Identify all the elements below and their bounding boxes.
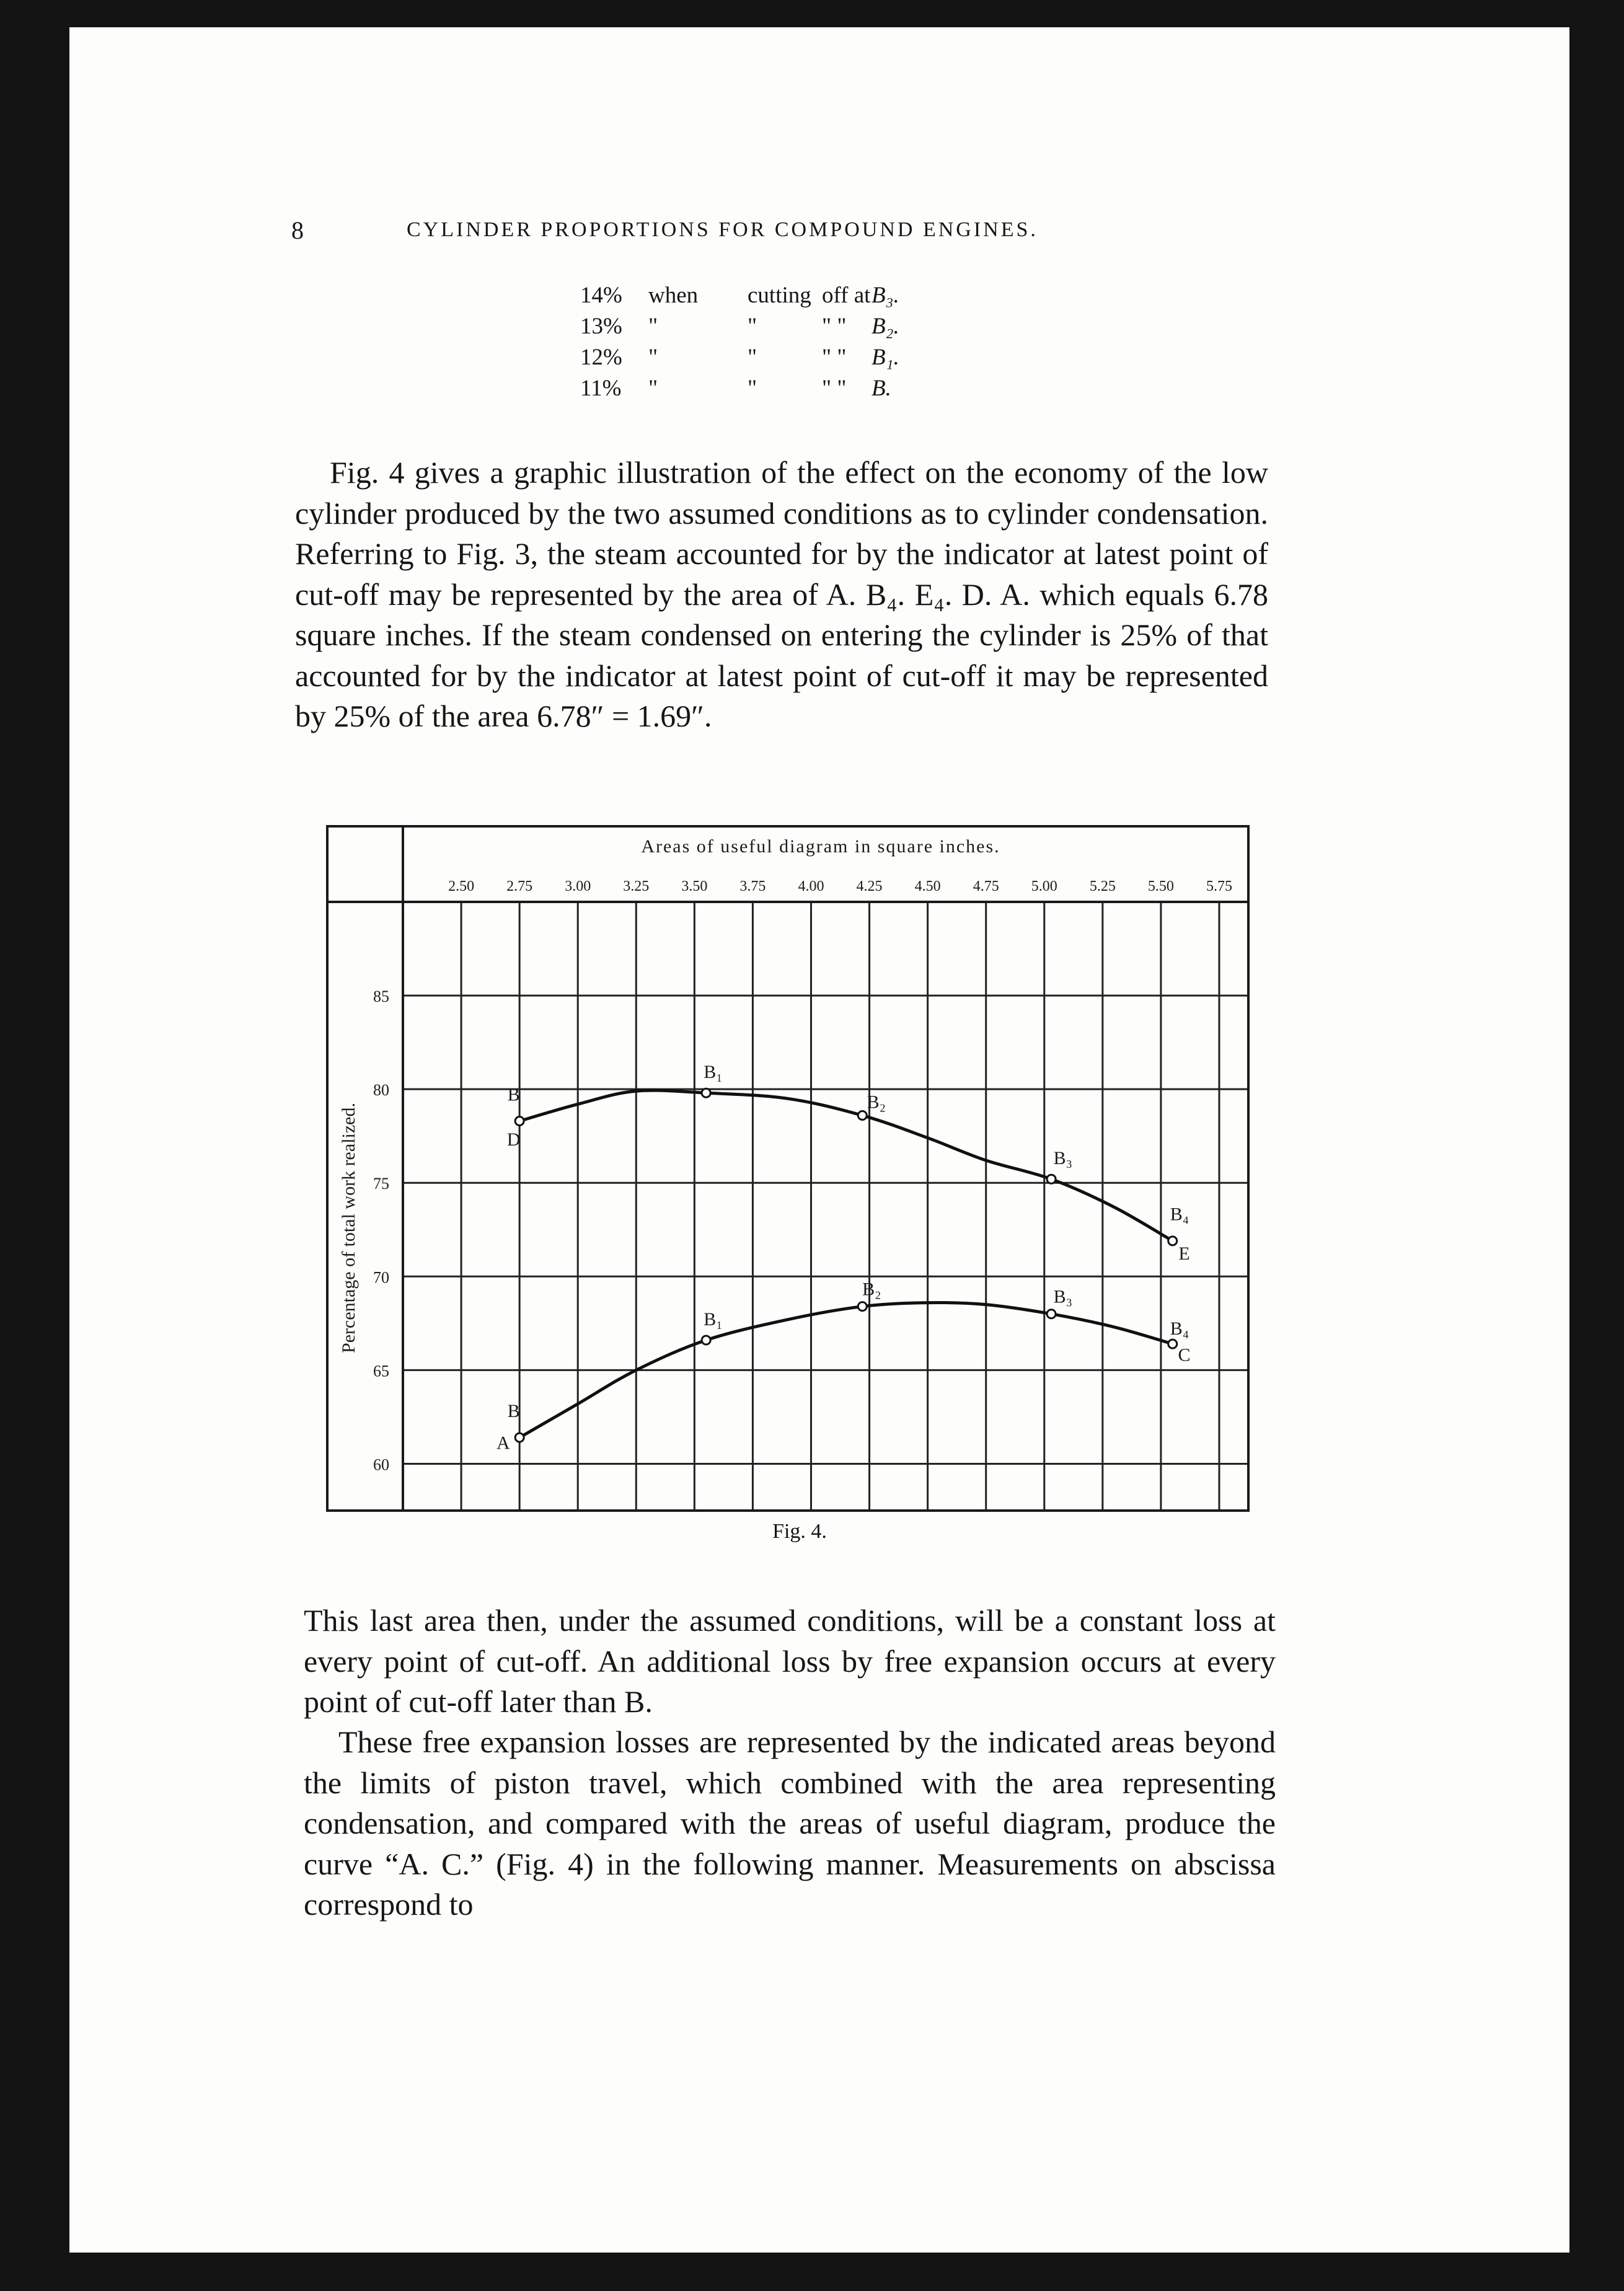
x-tick-label: 4.50 bbox=[914, 878, 941, 894]
x-tick-label: 3.50 bbox=[681, 878, 708, 894]
x-tick-label: 4.75 bbox=[973, 878, 999, 894]
x-tick-label: 2.50 bbox=[448, 878, 475, 894]
x-tick-label: 3.75 bbox=[739, 878, 766, 894]
y-axis-label: Percentage of total work realized. bbox=[338, 1103, 359, 1353]
point-label: C bbox=[1178, 1344, 1191, 1366]
table-row bbox=[580, 342, 952, 373]
chart-title: Areas of useful diagram in square inches. bbox=[641, 836, 1000, 857]
chart-border bbox=[327, 826, 1248, 1511]
cutoff-percent: 12% bbox=[580, 345, 622, 370]
table-row bbox=[580, 373, 952, 404]
x-tick-label: 5.25 bbox=[1089, 878, 1116, 894]
point-label: B bbox=[507, 1084, 520, 1105]
cutoff-percent: 13% bbox=[580, 314, 622, 339]
paragraph-constant-loss: This last area then, under the assumed conditions, will be a constant loss at every point of cut-off. An additional loss by free expansion occurs at every point of cut-off later than B. bbox=[304, 1603, 1276, 1719]
y-tick-label: 85 bbox=[373, 987, 389, 1006]
figure-caption: Fig. 4. bbox=[772, 1520, 827, 1543]
cutoff-word: " " bbox=[822, 345, 847, 370]
x-tick-label: 5.50 bbox=[1147, 878, 1174, 894]
chart-frame bbox=[327, 826, 1248, 1511]
cutoff-word: " bbox=[648, 376, 658, 401]
x-tick-label: 5.75 bbox=[1206, 878, 1232, 894]
cutoff-point: B. bbox=[872, 376, 891, 401]
cutoff-point-marker bbox=[1047, 1175, 1056, 1183]
cutoff-word: " " bbox=[822, 314, 847, 339]
y-tick-label: 80 bbox=[373, 1081, 389, 1100]
table-row bbox=[580, 311, 952, 342]
cutoff-percent: 14% bbox=[580, 283, 622, 308]
x-tick-label: 4.00 bbox=[798, 878, 824, 894]
cutoff-point-marker bbox=[702, 1088, 710, 1097]
cutoff-point-marker bbox=[1168, 1237, 1177, 1245]
cutoff-point-marker bbox=[1168, 1340, 1177, 1348]
chart-markers bbox=[515, 1088, 1177, 1442]
chart-annotations bbox=[496, 1062, 1191, 1453]
y-tick-label: 75 bbox=[373, 1175, 389, 1193]
cutoff-word: " bbox=[748, 376, 757, 401]
running-title: CYLINDER PROPORTIONS FOR COMPOUND ENGINES. bbox=[407, 218, 1038, 241]
point-label: B₁ bbox=[704, 1309, 723, 1330]
cutoff-word: off at bbox=[822, 283, 871, 308]
cutoff-word: " bbox=[748, 345, 757, 370]
y-tick-labels bbox=[373, 987, 389, 1473]
point-label: B₂ bbox=[867, 1092, 886, 1113]
chart-series bbox=[519, 1090, 1173, 1437]
x-tick-label: 3.00 bbox=[565, 878, 591, 894]
point-label: B₃ bbox=[1053, 1286, 1073, 1307]
cutoff-point: B₁. bbox=[872, 345, 899, 370]
paragraph-free-expansion: These free expansion losses are represented by the indicated areas beyond the limits of piston travel, which combined with the area representing condensation, and compared with the areas of useful diagram, produce the curve “A. C.” (Fig. 4) in the following manner. Measurements on abscissa correspond to bbox=[304, 1724, 1276, 1922]
cutoff-word: " " bbox=[822, 376, 847, 401]
y-tick-label: 60 bbox=[373, 1455, 389, 1474]
point-label: B₄ bbox=[1170, 1204, 1189, 1225]
point-label: D bbox=[506, 1129, 521, 1150]
cutoff-point-marker bbox=[702, 1336, 710, 1344]
point-label: B bbox=[507, 1400, 520, 1421]
cutoff-word: " bbox=[648, 345, 658, 370]
point-label: B₄ bbox=[1170, 1318, 1189, 1339]
x-tick-label: 5.00 bbox=[1031, 878, 1057, 894]
x-tick-label: 4.25 bbox=[856, 878, 883, 894]
point-label: B₃ bbox=[1053, 1148, 1073, 1169]
x-tick-labels bbox=[448, 878, 1232, 894]
running-header bbox=[291, 216, 1221, 247]
point-label: B₁ bbox=[704, 1062, 723, 1083]
cutoff-point: B₂. bbox=[872, 314, 899, 339]
cutoff-word: " bbox=[648, 314, 658, 339]
point-label: B₂ bbox=[862, 1279, 881, 1300]
x-tick-label: 2.75 bbox=[506, 878, 533, 894]
y-tick-label: 65 bbox=[373, 1362, 389, 1380]
cutoff-point: B₃. bbox=[872, 283, 899, 308]
cutoff-percent: 11% bbox=[580, 376, 622, 401]
x-tick-label: 3.25 bbox=[623, 878, 650, 894]
chart-grid bbox=[403, 902, 1248, 1511]
cutoff-point-marker bbox=[515, 1433, 524, 1442]
fig4-chart bbox=[322, 821, 1252, 1516]
cutoff-point-marker bbox=[858, 1111, 867, 1119]
cutoff-word: cutting bbox=[748, 283, 811, 308]
cutoff-word: when bbox=[648, 283, 699, 308]
cutoff-table bbox=[580, 280, 952, 404]
cutoff-point-marker bbox=[858, 1302, 867, 1311]
point-label: A bbox=[496, 1432, 510, 1454]
page-number: 8 bbox=[291, 216, 306, 244]
cutoff-point-marker bbox=[1047, 1310, 1056, 1318]
cutoff-point-marker bbox=[515, 1117, 524, 1126]
table-row bbox=[580, 280, 952, 311]
point-label: E bbox=[1178, 1243, 1190, 1265]
y-tick-label: 70 bbox=[373, 1268, 389, 1287]
paragraph-fig4-intro: Fig. 4 gives a graphic illustration of the effect on the economy of the low cylinder produced by the two assumed conditions as to cylinder condensation. Referring to Fig. 3, the steam accounted for by the indicator at latest point of cut-off may be represented by the area of A. B₄. E₄. D. A. which equals 6.78 square inches. If the steam condensed on entering the cylinder is 25% of that accounted for by the indicator at latest point of cut-off it may be represented by 25% of the area 6.78″ = 1.69″. bbox=[295, 455, 1268, 733]
cutoff-word: " bbox=[748, 314, 757, 339]
series-line-0 bbox=[519, 1090, 1173, 1241]
